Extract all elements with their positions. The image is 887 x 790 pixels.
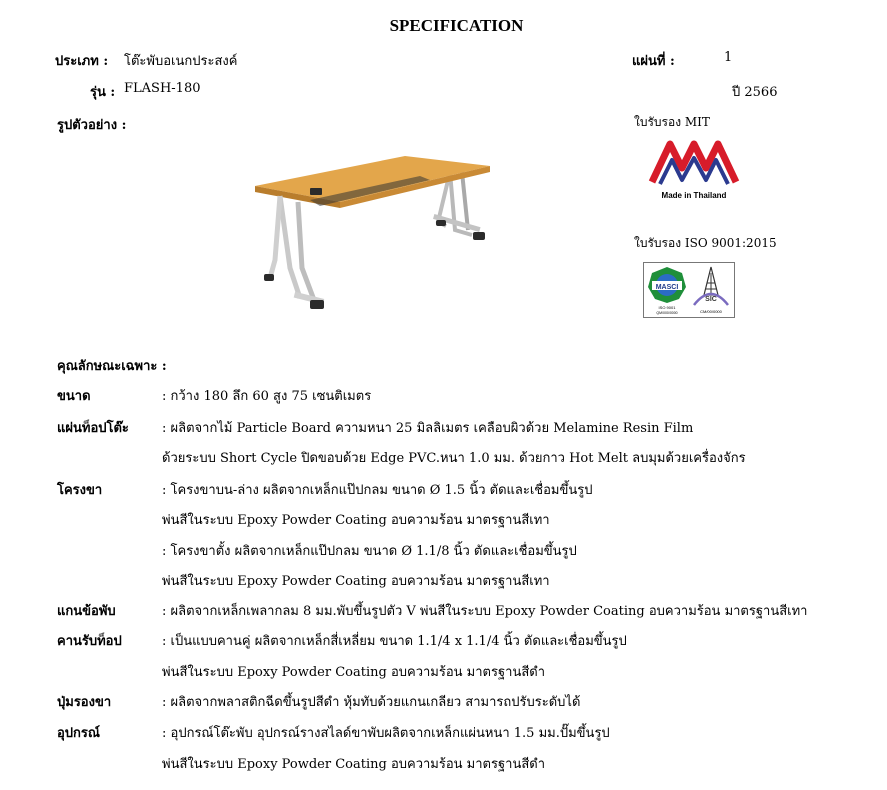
mit-logo-text: Made in Thailand	[661, 191, 727, 200]
mit-logo	[646, 138, 742, 202]
spec-text-size: : กว้าง 180 ลึก 60 สูง 75 เซนติเมตร	[162, 389, 372, 404]
spec-text-leg-frame-cont: พ่นสีในระบบ Epoxy Powder Coating อบความร้อน มาตรฐานสีเทา	[162, 513, 550, 528]
mit-emblem	[652, 144, 736, 184]
sic-text: SIC	[705, 296, 717, 303]
spec-label-hardware: อุปกรณ์	[57, 726, 100, 741]
spec-text-hinge: : ผลิตจากเหล็กเพลากลม 8 มม.พับขึ้นรูปตัว V พ่นสีในระบบ Epoxy Powder Coating อบความร้อน มาตรฐานสีเทา	[162, 604, 808, 619]
sheet-value: 1	[724, 50, 733, 65]
spec-text-hardware: : อุปกรณ์โต๊ะพับ อุปกรณ์รางสไลด์ขาพับผลิตจากเหล็กแผ่นหนา 1.5 มม.ปั๊มขึ้นรูป	[162, 726, 610, 741]
spec-text-leg-stand-cont: พ่นสีในระบบ Epoxy Powder Coating อบความร้อน มาตรฐานสีเทา	[162, 574, 550, 589]
features-heading: คุณลักษณะเฉพาะ :	[57, 359, 167, 374]
iso-badges	[643, 262, 735, 318]
sample-label: รูปตัวอย่าง :	[57, 118, 127, 133]
model-label: รุ่น :	[90, 85, 116, 100]
spec-text-leg-stand: : โครงขาตั้ง ผลิตจากเหล็กแป๊ปกลม ขนาด Ø 1.1/8 นิ้ว ตัดและเชื่อมขึ้นรูป	[162, 544, 577, 559]
spec-text-foot: : ผลิตจากพลาสติกฉีดขึ้นรูปสีดำ หุ้มทับด้วยแกนเกลียว สามารถปรับระดับได้	[162, 695, 581, 710]
spec-text-tabletop: : ผลิตจากไม้ Particle Board ความหนา 25 มิลลิเมตร เคลือบผิวด้วย Melamine Resin Film	[162, 421, 694, 436]
cert-mit-text: ใบรับรอง MIT	[634, 115, 710, 129]
spec-text-beam-cont: พ่นสีในระบบ Epoxy Powder Coating อบความร้อน มาตรฐานสีดำ	[162, 665, 546, 680]
spec-label-size: ขนาด	[57, 389, 91, 404]
spec-text-hardware-cont: พ่นสีในระบบ Epoxy Powder Coating อบความร้อน มาตรฐานสีดำ	[162, 757, 546, 772]
type-label: ประเภท :	[55, 54, 109, 69]
iso-small-number: QM/000/0000	[656, 311, 678, 315]
model-value: FLASH-180	[124, 81, 201, 96]
spec-label-leg-frame: โครงขา	[57, 483, 103, 498]
page-title: SPECIFICATION	[389, 16, 524, 35]
masci-badge	[646, 265, 688, 315]
spec-label-tabletop: แผ่นท็อปโต๊ะ	[57, 421, 129, 436]
spec-label-beam: คานรับท็อป	[57, 634, 122, 649]
sic-small-text: CM/00/0000	[700, 309, 722, 314]
spec-label-foot: ปุ่มรองขา	[57, 695, 112, 710]
spec-text-leg-frame: : โครงขาบน-ล่าง ผลิตจากเหล็กแป๊ปกลม ขนาด Ø 1.5 นิ้ว ตัดและเชื่อมขึ้นรูป	[162, 483, 593, 498]
front-leg-frame	[264, 188, 324, 309]
spec-text-tabletop-cont: ด้วยระบบ Short Cycle ปิดขอบด้วย Edge PVC.หนา 1.0 มม. ด้วยกาว Hot Melt ลบมุมด้วยเครื่องจักร	[162, 451, 746, 466]
iso-small-text: ISO 9001	[658, 305, 676, 310]
spec-label-hinge: แกนข้อพับ	[57, 604, 116, 619]
cert-iso-text: ใบรับรอง ISO 9001:2015	[634, 236, 777, 250]
table-top	[255, 156, 490, 208]
year-text: ปี 2566	[732, 85, 778, 100]
spec-text-beam: : เป็นแบบคานคู่ ผลิตจากเหล็กสี่เหลี่ยม ขนาด 1.1/4 x 1.1/4 นิ้ว ตัดและเชื่อมขึ้นรูป	[162, 634, 627, 649]
type-value: โต๊ะพับอเนกประสงค์	[124, 54, 238, 69]
masci-text: MASCI	[655, 284, 679, 291]
folding-table-image	[250, 150, 500, 320]
sheet-label: แผ่นที่ :	[632, 54, 675, 69]
sic-badge	[690, 265, 732, 315]
